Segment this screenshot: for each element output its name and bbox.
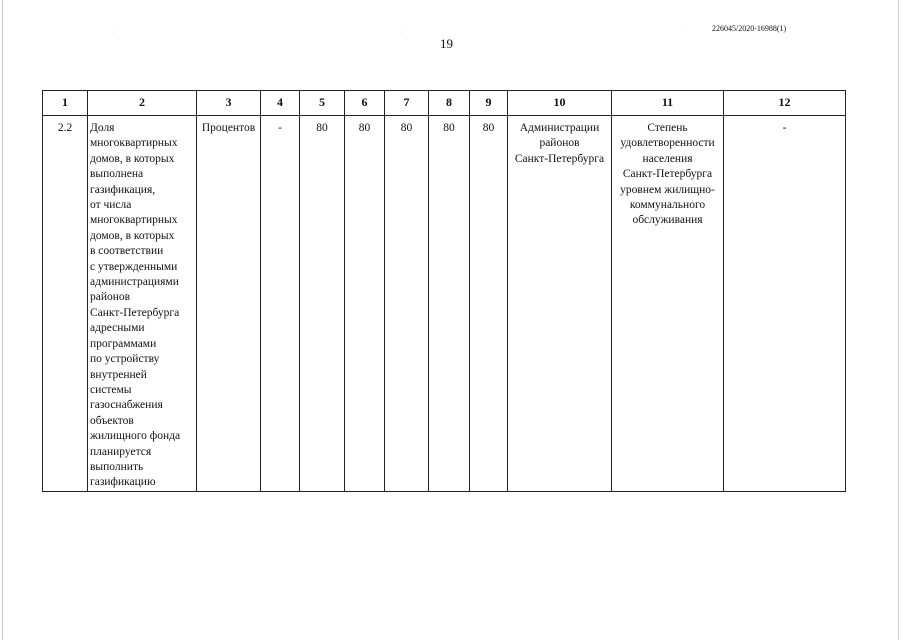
- text-line: программами: [90, 337, 157, 350]
- scan-speck: ·: [400, 30, 402, 36]
- text-line: многоквартирных: [90, 214, 178, 227]
- text-line: многоквартирных: [90, 137, 178, 150]
- cell-col8: 80: [429, 116, 470, 492]
- text-line: выполнена: [90, 168, 144, 181]
- column-header: 1: [43, 91, 88, 116]
- column-header: 5: [300, 91, 345, 116]
- document-id: 226045/2020-16988(1): [712, 24, 787, 33]
- text-line: газификация,: [90, 183, 156, 196]
- text-line: Доля: [90, 122, 115, 134]
- page-number: 19: [440, 36, 453, 51]
- text-line: планируется: [90, 445, 152, 458]
- cell-col4: -: [261, 116, 300, 492]
- text-line: удовлетворенности: [620, 137, 715, 150]
- column-header: 7: [385, 91, 429, 116]
- text-line: населения: [642, 152, 693, 165]
- responsible-text: [508, 121, 611, 167]
- text-line: обслуживания: [632, 214, 703, 227]
- table-row: [43, 116, 846, 492]
- table-header-row: [43, 91, 846, 116]
- cell-col6: 80: [345, 116, 385, 492]
- column-header: 9: [470, 91, 508, 116]
- column-header: 3: [197, 91, 261, 116]
- scan-edge-right: [898, 0, 899, 640]
- cell-col12: -: [724, 116, 846, 492]
- column-header: 11: [612, 91, 724, 116]
- column-header: 4: [261, 91, 300, 116]
- text-line: по устройству: [90, 353, 160, 366]
- text-line: коммунального: [629, 199, 706, 212]
- text-line: домов, в которых: [90, 229, 175, 242]
- text-line: Степень: [647, 122, 688, 134]
- text-line: от числа: [90, 199, 132, 212]
- text-line: уровнем жилищно-: [620, 183, 715, 196]
- column-header: 6: [345, 91, 385, 116]
- column-header: 10: [508, 91, 612, 116]
- text-line: домов, в которых: [90, 152, 175, 165]
- scan-edge-left: [2, 0, 3, 640]
- cell-indicator-name: [88, 116, 197, 492]
- cell-col9: 80: [470, 116, 508, 492]
- indicator-name-text: [90, 121, 196, 491]
- text-line: в соответствии: [90, 245, 164, 258]
- column-header: 12: [724, 91, 846, 116]
- column-header: 8: [429, 91, 470, 116]
- goal-text: [612, 121, 723, 229]
- cell-col7: 80: [385, 116, 429, 492]
- cell-col5: 80: [300, 116, 345, 492]
- text-line: объектов: [90, 414, 134, 427]
- text-line: районов: [539, 137, 580, 150]
- text-line: адресными: [90, 322, 145, 335]
- text-line: системы: [90, 383, 132, 396]
- text-line: Администрации: [519, 122, 600, 134]
- scan-speck: ·: [684, 26, 686, 32]
- cell-goal: [612, 116, 724, 492]
- cell-unit: Процентов: [197, 116, 261, 492]
- column-header: 2: [88, 91, 197, 116]
- text-line: выполнить: [90, 460, 144, 473]
- text-line: внутренней: [90, 368, 147, 381]
- text-line: администрациями: [90, 276, 179, 289]
- scan-speck: ·: [112, 30, 114, 36]
- text-line: Санкт-Петербурга: [622, 168, 713, 181]
- text-line: газификацию: [90, 476, 156, 489]
- cell-number: 2.2: [43, 116, 88, 492]
- indicator-table: [42, 90, 846, 492]
- text-line: Санкт-Петербурга: [514, 152, 605, 165]
- text-line: районов: [90, 291, 131, 304]
- text-line: Санкт-Петербурга: [90, 306, 180, 319]
- cell-responsible: [508, 116, 612, 492]
- text-line: с утвержденными: [90, 260, 178, 273]
- text-line: газоснабжения: [90, 399, 163, 412]
- text-line: жилищного фонда: [90, 430, 181, 443]
